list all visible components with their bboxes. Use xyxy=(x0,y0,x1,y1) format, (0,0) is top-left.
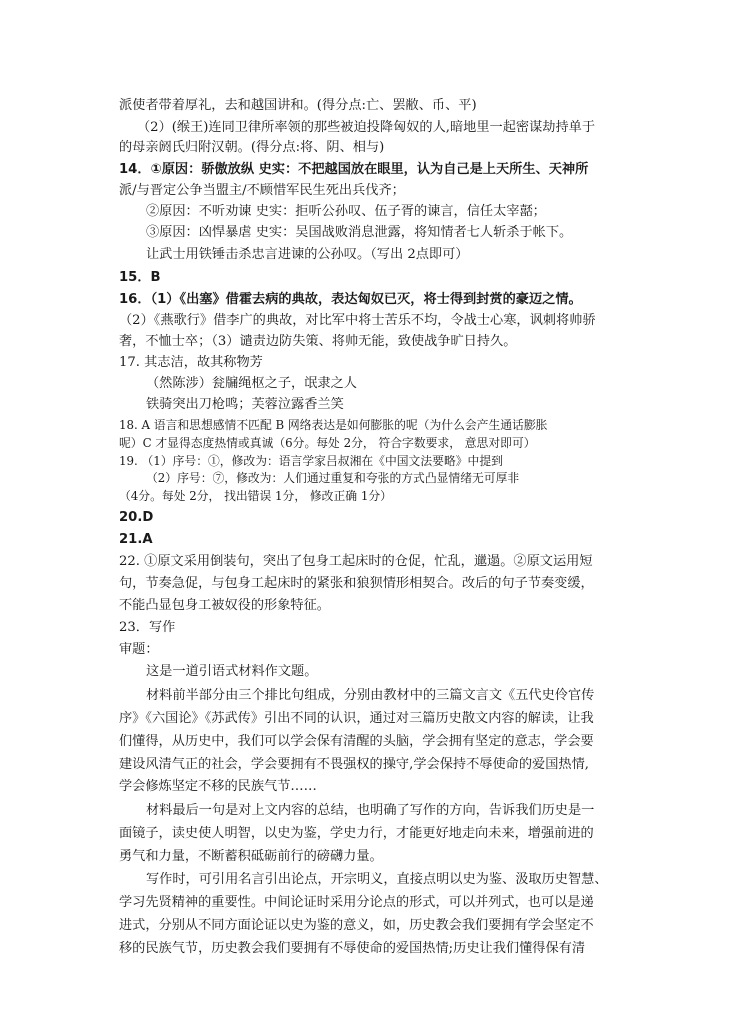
answer-14-item3-cont: 让武士用铁锤击杀忠言进谏的公孙叹。（写出 2点即可） xyxy=(146,247,469,262)
answer-18-line1: 18. A 语言和思想感情不匹配 B 网络表达是如何膨胀的呢（为什么会产生通话膨胀 xyxy=(119,418,548,432)
answer-14-item2: ②原因：不听劝谏 史实：拒听公孙叹、伍子胥的谏言，信任太宰嚭； xyxy=(146,204,546,219)
answer-22-line1: 22. ①原文采用倒装句，突出了包身工起床时的仓促，忙乱，邋遢。②原文运用短 xyxy=(119,554,593,569)
answer-19-scoring: （4分。每处 2分， 找出错误 1分， 修改正确 1分） xyxy=(119,489,392,503)
answer-19-line1: 19. （1）序号：①，修改为：语言学家吕叔湘在《中国文法要略》中提到 xyxy=(119,454,503,468)
answer-23-heading: 23．写作 xyxy=(119,620,176,635)
answer-13-2-cont: 的母亲阏氏归附汉朝。(得分点:将、阴、相与) xyxy=(119,140,385,155)
answer-14-item1: 14．①原因：骄傲放纵 史实：不把越国放在眼里，认为自己是上天所生、天神所 xyxy=(119,162,589,177)
answer-16-line1: 16．（1）《出塞》借霍去病的典故，表达匈奴已灭，将士得到封赏的豪迈之情。 xyxy=(119,292,582,307)
answer-22-line3: 不能凸显包身工被奴役的形象特征。 xyxy=(119,598,330,613)
review-para4-line4: 移的民族气节，历史教会我们要拥有不辱使命的爱国热情;历史让我们懂得保有清 xyxy=(119,941,586,956)
answer-17-line3: 铁骑突出刀枪鸣；芙蓉泣露香兰笑 xyxy=(146,397,344,412)
answer-18-line2: 呢）C 才显得态度热情或真诚（6分。每处 2分， 符合字数要求， 意思对即可） xyxy=(119,436,536,450)
answer-14-item3: ③原因：凶悍暴虐 史实：吴国战败消息泄露，将知情者七人斩杀于帐下。 xyxy=(146,225,573,240)
review-heading: 审题： xyxy=(119,642,159,657)
review-para4-line1: 写作时，可引用名言引出论点，开宗明义，直接点明以史为鉴、汲取历史智慧、 xyxy=(146,872,608,887)
review-para2-line3: 们懂得，从历史中，我们可以学会保有清醒的头脑，学会拥有坚定的意志，学会要 xyxy=(119,734,594,749)
review-para2-line2: 序》《六国论》《苏武传》引出不同的认识，通过对三篇历史散文内容的解读，让我 xyxy=(119,711,594,726)
answer-16-line3: 奢，不恤士卒；（3）谴责边防失策、将帅无能，致使战争旷日持久。 xyxy=(119,334,517,349)
answer-20: 20.D xyxy=(119,510,154,525)
review-para4-line2: 学习先贤精神的重要性。中间论证时采用分论点的形式，可以并列式，也可以是递 xyxy=(119,895,594,910)
answer-17-line2: （然陈涉）瓮牖绳枢之子，氓隶之人 xyxy=(146,376,357,391)
answer-19-line2: （2）序号：⑦，修改为：人们通过重复和夸张的方式凸显情绪无可厚非 xyxy=(146,471,520,485)
review-para3-line2: 面镜子，读史使人明智，以史为鉴，学史力行，才能更好地走向未来，增强前进的 xyxy=(119,826,594,841)
review-para3-line3: 勇气和力量，不断蓄积砥砺前行的磅礴力量。 xyxy=(119,849,383,864)
review-para3-line1: 材料最后一句是对上文内容的总结，也明确了写作的方向，告诉我们历史是一 xyxy=(146,803,595,818)
answer-13-1-end: 派使者带着厚礼，去和越国讲和。(得分点:亡、罢敝、币、平) xyxy=(119,98,477,113)
answer-13-2: （2）(缑王)连同卫律所率领的那些被迫投降匈奴的人,暗地里一起密谋劫持单于 xyxy=(137,120,596,135)
answer-22-line2: 句，节奏急促，与包身工起床时的紧张和狼狈情形相契合。改后的句子节奏变缓， xyxy=(119,576,594,591)
answer-15: 15．B xyxy=(119,270,161,285)
review-para2-line5: 学会修炼坚定不移的民族气节…… xyxy=(119,779,317,794)
review-para2-line1: 材料前半部分由三个排比句组成，分别由教材中的三篇文言文《五代史伶官传 xyxy=(146,688,595,703)
review-para4-line3: 进式，分别从不同方面论证以史为鉴的意义，如，历史教会我们要拥有学会坚定不 xyxy=(119,918,594,933)
answer-14-item1-cont: 派/与晋定公争当盟主/不顾惜军民生死出兵伐齐； xyxy=(119,183,405,198)
answer-17-line1: 17. 其志洁，故其称物芳 xyxy=(119,355,263,370)
answer-16-line2: （2）《燕歌行》借李广的典故，对比军中将士苦乐不均，令战士心寒，讽刺将帅骄 xyxy=(119,313,596,328)
review-para2-line4: 建设风清气正的社会，学会要拥有不畏强权的操守,学会保持不辱使命的爱国热情, xyxy=(119,757,589,772)
review-para1: 这是一道引语式材料作文题。 xyxy=(146,664,318,679)
answer-21: 21.A xyxy=(119,532,153,547)
